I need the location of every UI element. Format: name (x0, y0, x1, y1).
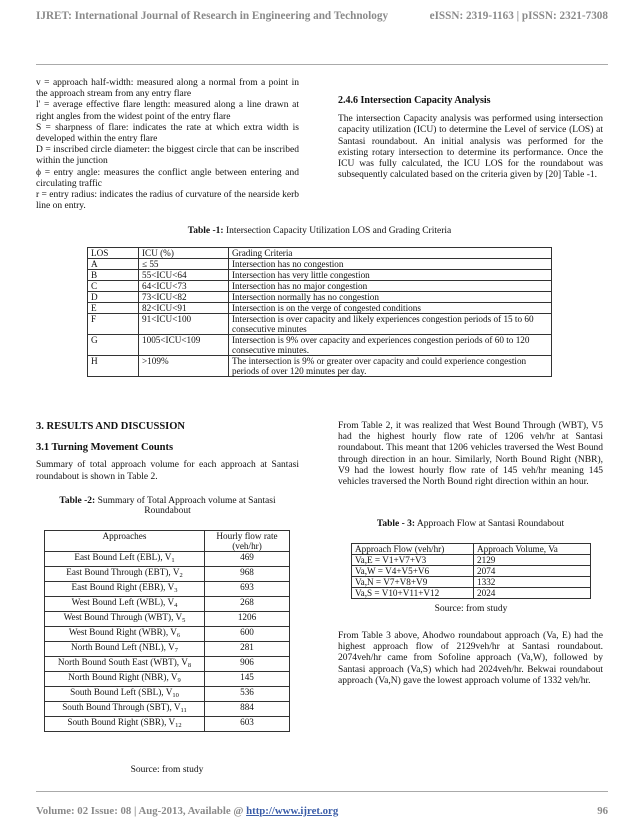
approach-volume: 1332 (474, 577, 591, 588)
table-row (45, 567, 290, 582)
table-row: B 55<ICU<64 Intersection has very little congestion (88, 270, 552, 281)
table-row (45, 612, 290, 627)
subsection-heading: 3.1 Turning Movement Counts (36, 442, 174, 454)
table-header-row: Approaches Hourly flow rate (veh/hr) (45, 531, 290, 552)
definition-item: S = sharpness of flare: indicates the rate at which extra width is developed within the entry flare (36, 122, 299, 145)
approach-formula: Va,E = V1+V7+V3 (352, 555, 474, 566)
approach-volume: 2024 (474, 588, 591, 599)
flow-rate: 268 (205, 597, 290, 612)
section-heading: 3. RESULTS AND DISCUSSION (36, 421, 185, 432)
table3 (351, 543, 591, 599)
volume-info: Volume: 02 Issue: 08 | Aug-2013, Available @ http://www.ijret.org (36, 805, 339, 817)
page-footer (36, 805, 608, 817)
flow-rate: 968 (205, 567, 290, 582)
header-rule (36, 64, 608, 65)
definition-item: r = entry radius: indicates the radius of curvature of the nearside kerb line on entry. (36, 190, 299, 212)
approach-name: North Bound Right (NBR), $V_9$ (45, 672, 205, 687)
flow-rate: 603 (205, 717, 290, 732)
table-row (45, 627, 290, 642)
paragraph: From Table 2, it was realized that West Bound Through (WBT), V5 had the highest hourly flow rate of 1206 veh/hr at Santasi roundabout. This meant that 1206 vehicles traversed the West Bound through direction in an hour. Similarly, North Bound Right (NBR), V9 had the lowest hourly flow rate of 145 veh/hr meaning 145 vehicles traversed the North Bound right direction within an hour. (338, 421, 603, 488)
issn: eISSN: 2319-1163 | pISSN: 2321-7308 (429, 10, 608, 22)
approach-volume: 2129 (474, 555, 591, 566)
paragraph: From Table 3 above, Ahodwo roundabout approach (Va, E) had the highest approach flow of 2129veh/hr at Santasi roundabout. 2074veh/hr came from Sofoline approach (Va,W), followed by Santasi approach (Va,S) which had 2024veh/hr. Bekwai roundabout approach (Va,N) gave the lowest approach volume of 1332 veh/hr. (338, 631, 603, 686)
table-row: G 1005<ICU<109 Intersection is 9% over capacity and experiences congestion periods of 60 to 120 consecutive minutes. (88, 335, 552, 356)
table-row: A ≤ 55 Intersection has no congestion (88, 259, 552, 270)
definition-item: l' = average effective flare length: measured along a line drawn at right angles from the widest point of the entry flare (36, 100, 299, 122)
table3-caption: Table - 3: Approach Flow at Santasi Roundabout (376, 519, 565, 529)
table-row: E 82<ICU<91 Intersection is on the verge of congested conditions (88, 303, 552, 314)
section-intro: Summary of total approach volume for each approach at Santasi roundabout is shown in Table 2. (36, 460, 299, 482)
table-row (45, 657, 290, 672)
page-number: 96 (597, 805, 608, 817)
approach-name: South Bound Right (SBR), $V_{12}$ (45, 717, 205, 732)
flow-rate: 693 (205, 582, 290, 597)
approach-name: East Bound Through (EBT), $V_2$ (45, 567, 205, 582)
definition-item: ϕ = entry angle: measures the conflict angle between entering and circulating traffic (36, 167, 299, 189)
flow-rate: 281 (205, 642, 290, 657)
table-row: F 91<ICU<100 Intersection is over capacity and likely experiences congestion periods of 15 to 60 consecutive minutes (88, 314, 552, 335)
table2 (44, 530, 290, 732)
table-row (45, 582, 290, 597)
flow-rate: 536 (205, 687, 290, 702)
table-row (45, 552, 290, 567)
table-row (352, 566, 591, 577)
table-row: H >109% The intersection is 9% or greater over capacity and could experience congestion periods of over 120 minutes per day. (88, 356, 552, 377)
table-row (45, 717, 290, 732)
approach-name: South Bound Through (SBT), $V_{11}$ (45, 702, 205, 717)
table-row (45, 702, 290, 717)
flow-rate: 600 (205, 627, 290, 642)
definitions-list (36, 78, 299, 212)
page-header (36, 10, 608, 22)
approach-name: South Bound Left (SBL), $V_{10}$ (45, 687, 205, 702)
table-row: D 73<ICU<82 Intersection normally has no congestion (88, 292, 552, 303)
section-heading: 2.4.6 Intersection Capacity Analysis (338, 95, 491, 106)
definition-item: D = inscribed circle diameter: the biggest circle that can be inscribed within the junction (36, 145, 299, 167)
table2-source: Source: from study (130, 765, 204, 775)
table1 (87, 247, 552, 377)
approach-name: West Bound Right (WBR), $V_6$ (45, 627, 205, 642)
table-header-row: Approach Flow (veh/hr) Approach Volume, Va (352, 544, 591, 555)
flow-rate: 145 (205, 672, 290, 687)
approach-name: North Bound Left (NBL), $V_7$ (45, 642, 205, 657)
table2-discussion (338, 421, 603, 488)
approach-volume: 2074 (474, 566, 591, 577)
table-row: C 64<ICU<73 Intersection has no major congestion (88, 281, 552, 292)
definition-item: v = approach half-width: measured along a normal from a point in the approach stream from any entry flare (36, 78, 299, 100)
approach-formula: Va,S = V10+V11+V12 (352, 588, 474, 599)
table-row (352, 577, 591, 588)
table-row (45, 672, 290, 687)
table-row (45, 687, 290, 702)
approach-name: East Bound Left (EBL), $V_1$ (45, 552, 205, 567)
footer-rule (36, 791, 608, 792)
approach-name: West Bound Left (WBL), $V_4$ (45, 597, 205, 612)
journal-link[interactable]: http://www.ijret.org (246, 805, 339, 817)
journal-title: IJRET: International Journal of Research in Engineering and Technology (36, 10, 389, 22)
table3-discussion (338, 631, 603, 687)
approach-formula: Va,N = V7+V8+V9 (352, 577, 474, 588)
flow-rate: 884 (205, 702, 290, 717)
approach-name: North Bound South East (WBT), $V_8$ (45, 657, 205, 672)
table-row (352, 555, 591, 566)
table-row (45, 642, 290, 657)
table3-source: Source: from study (434, 604, 508, 614)
section-body: The intersection Capacity analysis was performed using intersection capacity utilization (ICU) to determine the Level of service (LOS) at Santasi roundabout. An initial analysis was performed for the existing rotary intersection to determine its performance. Once the ICU was fully calculated, the ICU LOS for the roundabout was subsequently calculated based on the criteria given by [20] Table -1. (338, 114, 603, 181)
flow-rate: 906 (205, 657, 290, 672)
table-row (352, 588, 591, 599)
table-header-row: LOS ICU (%) Grading Criteria (88, 248, 552, 259)
approach-name: West Bound Through (WBT), $V_5$ (45, 612, 205, 627)
section-2-4-6 (338, 95, 603, 181)
table2-caption: Table -2: Summary of Total Approach volume at Santasi Roundabout (59, 496, 276, 516)
table-row (45, 597, 290, 612)
approach-name: East Bound Right (EBR), $V_3$ (45, 582, 205, 597)
flow-rate: 469 (205, 552, 290, 567)
approach-formula: Va,W = V4+V5+V6 (352, 566, 474, 577)
flow-rate: 1206 (205, 612, 290, 627)
section-3 (36, 421, 299, 483)
table1-caption: Table -1: Intersection Capacity Utilization LOS and Grading Criteria (187, 226, 452, 236)
